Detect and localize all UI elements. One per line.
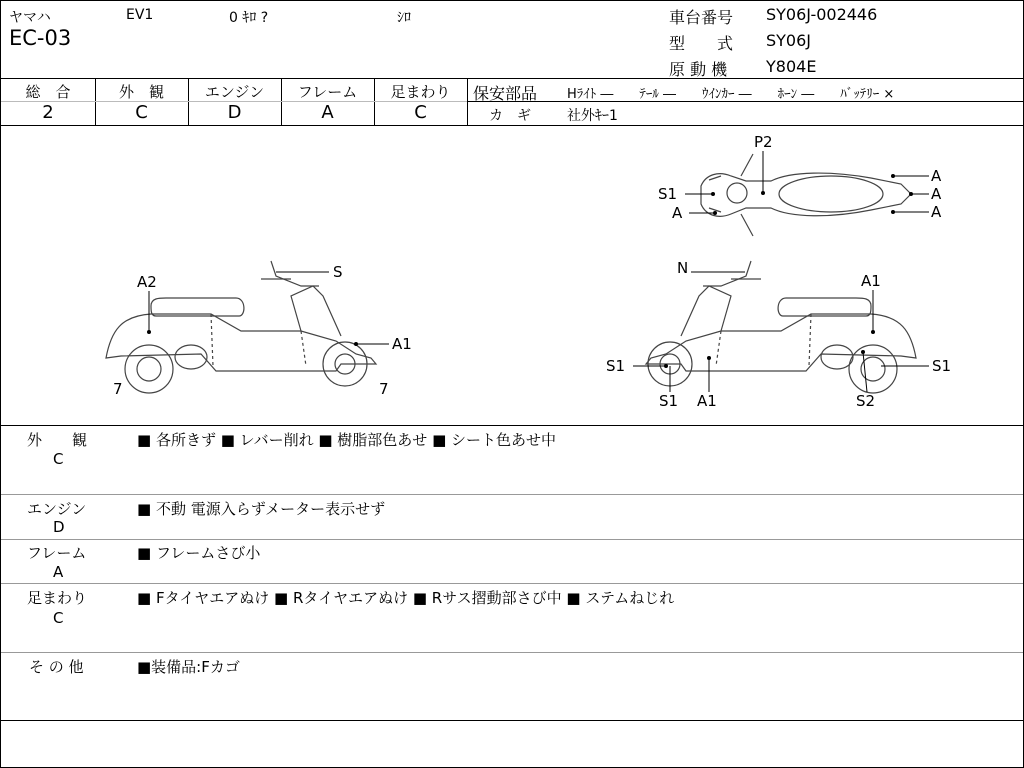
damage-diagram (1, 126, 1023, 426)
mark-s1: S1 (659, 392, 679, 410)
note-text: ■ 不動 電源入らずメーター表示せず (137, 500, 386, 518)
mark-a1: A1 (697, 392, 717, 410)
color: ｼﾛ (397, 10, 411, 26)
note-label: そ の 他 (29, 658, 84, 676)
mark-a1: A1 (392, 335, 412, 353)
damage-point (711, 192, 715, 196)
model-name: EC-03 (9, 26, 72, 50)
engine-grade-label: エンジン (204, 83, 265, 101)
frame-no: SY06J-002446 (766, 5, 878, 24)
damage-point (909, 192, 913, 196)
exterior-label: 外 観 (118, 83, 164, 101)
note-grade: A (53, 563, 64, 581)
divider (1, 78, 1023, 79)
note-label: フレーム (27, 544, 87, 562)
note-grade: D (53, 518, 65, 536)
mark-a: A (931, 185, 942, 203)
note-grade: C (53, 450, 64, 468)
note-label: エンジン (27, 500, 87, 518)
mark-s2: S2 (856, 392, 876, 410)
note-text: ■ フレームさび小 (137, 544, 261, 562)
mark-a: A (931, 167, 942, 185)
mileage: 0 ｷﾛ ? (229, 10, 269, 26)
divider (1, 652, 1023, 653)
damage-point (713, 211, 717, 215)
mark-a: A (672, 204, 683, 222)
suspension-grade: C (414, 102, 427, 123)
mark-s: S (333, 263, 343, 281)
mark-s1: S1 (658, 185, 678, 203)
damage-point (861, 350, 865, 354)
type-label: 型 式 (669, 34, 734, 53)
frame-grade: A (321, 102, 334, 123)
suspension-grade-label: 足まわり (390, 83, 451, 101)
divider (1, 425, 1023, 426)
note-text: ■ Fタイヤエアぬけ ■ Rタイヤエアぬけ ■ Rサス摺動部さび中 ■ ステムねじれ (137, 589, 675, 607)
leader-line (863, 352, 867, 392)
engine-grade: D (227, 102, 242, 123)
maker: ヤマハ (9, 10, 51, 26)
damage-point (664, 364, 668, 368)
note-grade: C (53, 609, 64, 627)
key-value: 社外ｷｰ1 (567, 108, 618, 124)
mark-a2: A2 (137, 273, 157, 291)
safety-items: Hﾗｲﾄ ― ﾃｰﾙ ― ｳｲﾝｶｰ ― ﾎｰﾝ ― ﾊﾞｯﾃﾘｰ × (567, 87, 895, 102)
divider (1, 539, 1023, 540)
damage-point (147, 330, 151, 334)
damage-point (707, 356, 711, 360)
note-text: ■装備品:Fカゴ (137, 658, 240, 676)
mark-s1: S1 (606, 357, 626, 375)
engine-label: 原 動 機 (669, 60, 728, 79)
damage-point (871, 330, 875, 334)
mark-a: A (931, 203, 942, 221)
frame-grade-label: フレーム (297, 83, 358, 101)
damage-point (891, 174, 895, 178)
type-value: SY06J (766, 31, 812, 50)
divider (1, 720, 1023, 721)
note-label: 外 観 (27, 431, 88, 449)
overall-label: 総 合 (25, 83, 71, 101)
overall-grade: 2 (42, 102, 54, 123)
mark-a1: A1 (861, 272, 881, 290)
damage-point (761, 191, 765, 195)
note-label: 足まわり (27, 589, 88, 607)
mark-n: N (677, 259, 689, 277)
damage-point (891, 210, 895, 214)
damage-point (354, 342, 358, 346)
mark-7: 7 (379, 380, 389, 398)
frame-no-label: 車台番号 (669, 8, 734, 27)
mark-s1: S1 (932, 357, 952, 375)
engine-value: Y804E (766, 57, 817, 76)
exterior-grade: C (135, 102, 148, 123)
divider (1, 583, 1023, 584)
divider (1, 494, 1023, 495)
mark-7: 7 (113, 380, 123, 398)
mark-p2: P2 (754, 133, 773, 151)
key-label: カ ギ (489, 108, 531, 124)
note-text: ■ 各所きず ■ レバー削れ ■ 樹脂部色あせ ■ シート色あせ中 (137, 431, 557, 449)
vehicle-code: EV1 (126, 7, 154, 23)
safety-label: 保安部品 (473, 84, 538, 103)
scooter-top-view (701, 154, 911, 236)
